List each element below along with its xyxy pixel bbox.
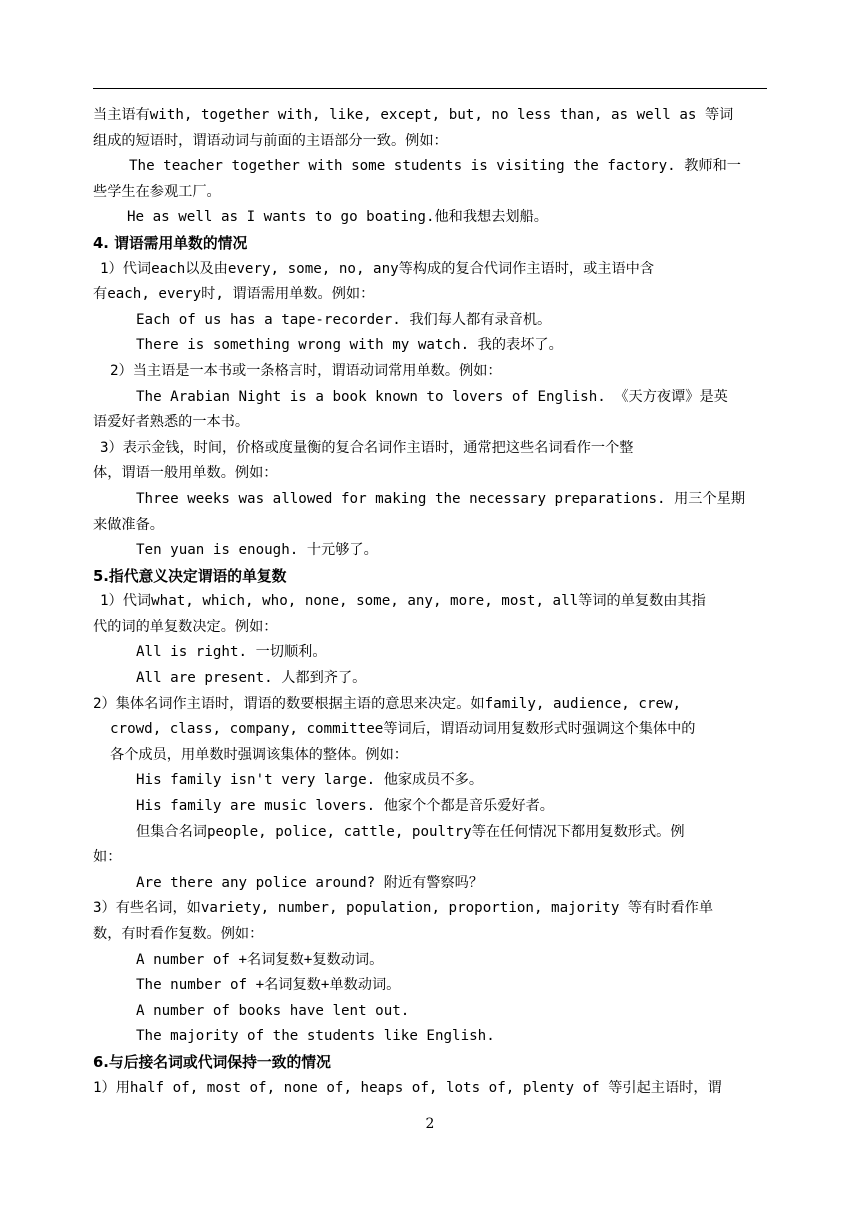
page-number: 2 — [425, 1116, 435, 1132]
header-rule — [93, 88, 767, 89]
example-police-around: Are there any police around? 附近有警察吗？ — [136, 874, 484, 891]
rule-4-1-line-2: 有each, every时, 谓语需用单数。例如： — [93, 286, 375, 303]
example-arabian-night: The Arabian Night is a book known to lovers of English. 《天方夜谭》是英 — [136, 388, 728, 405]
note-people-police: 但集合名词people, police, cattle, poultry等在任何情况下都用复数形式。例 — [136, 823, 685, 840]
document-body — [93, 103, 767, 1101]
example-teacher: The teacher together with some students is visiting the factory. 教师和一 — [129, 158, 741, 175]
example-watch: There is something wrong with my watch. 我的表坏了。 — [136, 337, 563, 354]
example-arabian-night-cont: 语爱好者熟悉的一本书。 — [93, 414, 250, 431]
example-boating: He as well as I wants to go boating.他和我想去划船。 — [127, 209, 548, 226]
rule-4-1-line-1: 1）代词each以及由every, some, no, any等构成的复合代词作主语时，或主语中含 — [100, 260, 655, 277]
rule-4-3-line-2: 体，谓语一般用单数。例如： — [93, 465, 278, 482]
rule-5-2-line-2: crowd, class, company, committee等词后，谓语动词用复数形式时强调这个集体中的 — [110, 721, 696, 738]
heading-5: 5.指代意义决定谓语的单复数 — [93, 567, 287, 585]
example-tape-recorder: Each of us has a tape-recorder. 我们每人都有录音机。 — [136, 311, 552, 328]
example-all-right: All is right. 一切顺利。 — [136, 644, 327, 661]
example-ten-yuan: Ten yuan is enough. 十元够了。 — [136, 542, 378, 559]
rule-6-1-line-1: 1）用half of, most of, none of, heaps of, lots of, plenty of 等引起主语时，谓 — [93, 1079, 722, 1096]
para-intro-line-1: 当主语有with, together with, like, except, but, no less than, as well as 等词 — [93, 107, 734, 123]
rule-4-3-line-1: 3）表示金钱，时间，价格或度量衡的复合名词作主语时，通常把这些名词看作一个整 — [100, 439, 634, 456]
para-intro-line-2: 组成的短语时，谓语动词与前面的主语部分一致。例如： — [93, 132, 448, 149]
example-family-large: His family isn't very large. 他家成员不多。 — [136, 772, 484, 789]
heading-6: 6.与后接名词或代词保持一致的情况 — [93, 1053, 331, 1071]
example-teacher-cont: 些学生在参观工厂。 — [93, 183, 221, 200]
note-people-police-cont: 如： — [93, 849, 122, 866]
example-all-present: All are present. 人都到齐了。 — [136, 670, 367, 687]
example-majority: The majority of the students like English. — [136, 1028, 495, 1045]
rule-4-2: 2）当主语是一本书或一条格言时，谓语动词常用单数。例如： — [110, 362, 502, 379]
example-books-lent: A number of books have lent out. — [136, 1002, 410, 1019]
example-three-weeks: Three weeks was allowed for making the necessary preparations. 用三个星期 — [136, 490, 746, 507]
formula-the-number: The number of +名词复数+单数动词。 — [136, 977, 401, 994]
rule-5-1-line-1: 1）代词what, which, who, none, some, any, more, most, all等词的单复数由其指 — [100, 593, 706, 610]
example-three-weeks-cont: 来做准备。 — [93, 516, 164, 533]
rule-5-3-line-1: 3）有些名词，如variety, number, population, proportion, majority 等有时看作单 — [93, 900, 714, 917]
rule-5-3-line-2: 数，有时看作复数。例如： — [93, 926, 264, 942]
rule-5-2-line-1: 2）集体名词作主语时，谓语的数要根据主语的意思来决定。如family, audience, crew, — [93, 695, 682, 712]
heading-4: 4. 谓语需用单数的情况 — [93, 234, 248, 252]
example-family-music: His family are music lovers. 他家个个都是音乐爱好者。 — [136, 798, 554, 815]
formula-a-number: A number of +名词复数+复数动词。 — [136, 951, 384, 968]
rule-5-1-line-2: 代的词的单复数决定。例如： — [93, 618, 278, 635]
rule-5-2-line-3: 各个成员，用单数时强调该集体的整体。例如： — [110, 746, 408, 763]
